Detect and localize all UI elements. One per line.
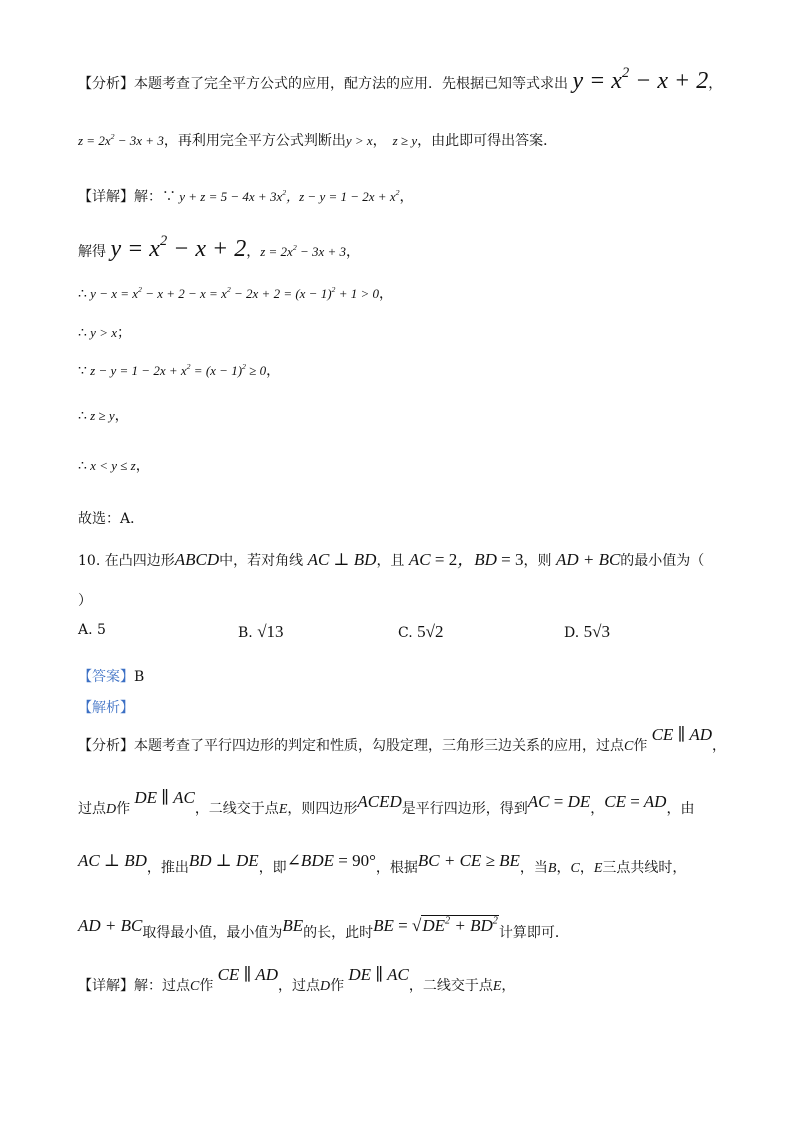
formula-z-result: $z = 2x^2 - 3x + 3$ [260,243,347,259]
stem-b: 中，若对角线 [219,553,304,569]
option-c-value: 5√2 [417,622,444,641]
analysis-3: ，二线交于点 [194,801,279,817]
option-a-letter: A. [78,622,93,638]
question-number: 10. [78,553,101,569]
formula-y: $y = x^2 - x + 2$ [572,65,709,94]
step-4: ∴ z ≥ y， [78,408,129,424]
prev-analysis-line-1: 【分析】本题考查了完全平方公式的应用，配方法的应用．先根据已知等式求出 $y = x^2 - x + 2$， [78,65,723,94]
formula-lengths: AC = 2，BD = 3 [408,550,524,569]
analysis-8: ，即 [258,860,287,876]
explain-tag: 【解析】 [78,700,134,716]
formula-step-1: $y - x = x^2 - x + 2 - x = x^2 - 2x + 2 = (x - 1)^2 + 1 > 0$ [86,285,379,301]
analysis-text-2: ，再利用完全平方公式判断出 [163,133,346,149]
stem-a: 在凸四边形 [104,553,175,569]
formula-aced: ACED [357,792,402,811]
formula-eq2: CE = AD [604,792,667,811]
detail-2: ，过点 [278,978,321,994]
analysis-4: ，则四边形 [287,801,358,817]
q10-stem-close: ） [78,593,92,609]
analysis-tag: 【分析】 [78,76,134,92]
detail-tag-q10: 【详解】 [78,978,134,994]
formula-ce-ad: CE ∥ AD [647,725,713,744]
formula-ce-ad-2: CE ∥ AD [213,965,279,984]
answer-value: B [134,669,145,685]
option-c [398,622,443,642]
formula-be: BE [282,916,304,935]
prev-detail-line: 【详解】解：∵ $y + z = 5 - 4x + 3x^2$，$z - y = 1 - 2x + x^2$， [78,188,414,205]
analysis-text: 本题考查了完全平方公式的应用，配方法的应用．先根据已知等式求出 [134,76,568,92]
option-d-value: 5√3 [583,622,610,641]
formula-ineq: BC + CE ≥ BE [417,851,520,870]
formula-de-ac: DE ∥ AC [130,788,195,807]
detail-lead: 解： [134,189,162,205]
formula-be-sqrt: BE = $√DE^2 + BD^2$ [373,915,498,935]
q10-analysis-2: 过点D作 DE ∥ AC，二线交于点E，则四边形ACED是平行四边形，得到AC = DE，CE = AD，由 [78,788,695,817]
formula-step-4: z ≥ y [86,408,115,423]
q10-detail: 【详解】解：过点C作 CE ∥ AD，过点D作 DE ∥ AC，二线交于点E， [78,965,516,994]
step-1: ∴ $y - x = x^2 - x + 2 - x = x^2 - 2x + 2 = (x - 1)^2 + 1 > 0$， [78,285,393,302]
formula-ygtx: y > x [345,133,373,148]
option-a-value: 5 [97,622,106,638]
stem-e: 的最小值为（ [620,553,705,569]
analysis-text-3: ，由此即可得出答案． [417,133,558,149]
formula-y-result: $y = x^2 - x + 2$ [110,233,247,262]
stem-c: ，且 [376,553,405,569]
step-2: ∴ y > x； [78,325,131,341]
analysis-2: 过点 [78,801,106,817]
option-d [564,622,610,642]
analysis-13: 的长，此时 [303,925,374,941]
answer-tag: 【答案】 [78,669,134,685]
option-d-letter: D. [564,625,580,641]
analysis-1: 本题考查了平行四边形的判定和性质，勾股定理，三角形三边关系的应用，过点 [134,738,624,754]
detail-3: ，二线交于点 [408,978,493,994]
formula-ad-bc: AD + BC [78,916,143,935]
formula-given: $y + z = 5 - 4x + 3x^2$，$z - y = 1 - 2x + x^2$ [176,188,400,204]
solve-lead: 解得 [78,244,106,260]
q10-analysis-4 [78,915,569,942]
formula-bd-de: BD ⊥ DE [188,851,259,870]
answer-line [78,666,144,686]
formula-ac-bd: AC ⊥ BD [78,851,147,870]
q10-analysis-1: 【分析】本题考查了平行四边形的判定和性质，勾股定理，三角形三边关系的应用，过点C作 CE ∥ AD， [78,725,727,754]
formula-perp: AC ⊥ BD [307,550,377,569]
option-a [78,622,106,638]
prev-analysis-line-2: $z = 2x^2 - 3x + 3$，再利用完全平方公式判断出y > x， z ≥ y，由此即可得出答案． [78,132,558,149]
analysis-9: ，根据 [375,860,418,876]
prev-conclusion: 故选：A． [78,511,145,527]
q10-analysis-3: AC ⊥ BD，推出BD ⊥ DE，即∠BDE = 90°，根据BC + CE ≥ BE，当B，C，E三点共线时， [78,851,687,876]
analysis-7: ，推出 [146,860,189,876]
option-b [238,622,284,642]
formula-step-3: $z - y = 1 - 2x + x^2 = (x - 1)^2 \ge 0$ [86,362,267,378]
option-b-value: √13 [257,622,284,641]
formula-step-2: y > x [86,325,117,340]
prev-solve-line: 解得 $y = x^2 - x + 2$，$z = 2x^2 - 3x + 3$， [78,233,361,262]
analysis-10: ，当 [519,860,548,876]
formula-z: $z = 2x^2 - 3x + 3$ [78,132,164,148]
analysis-5: 是平行四边形，得到 [401,801,528,817]
formula-angle: ∠BDE = 90° [286,851,376,870]
q10-stem [78,545,704,570]
formula-sum: AD + BC [555,550,621,569]
formula-zgey: z ≥ y [392,133,418,148]
step-3: ∵ $z - y = 1 - 2x + x^2 = (x - 1)^2 \ge 0$， [78,362,281,379]
formula-step-5: x < y ≤ z [86,458,136,473]
formula-abcd: ABCD [174,550,220,569]
formula-eq1: AC = DE [527,792,591,811]
analysis-12: 取得最小值，最小值为 [142,925,283,941]
analysis-11: 三点共线时， [602,860,687,876]
detail-1: 解：过点 [134,978,190,994]
detail-tag: 【详解】 [78,189,134,205]
formula-de-ac-2: DE ∥ AC [344,965,409,984]
option-c-letter: C. [398,625,413,641]
analysis-14: 计算即可． [498,925,569,941]
analysis-tag-q10: 【分析】 [78,738,134,754]
analysis-6: ，由 [666,801,695,817]
stem-d: ，则 [523,553,552,569]
option-b-letter: B. [238,625,253,641]
step-5: ∴ x < y ≤ z， [78,458,150,474]
